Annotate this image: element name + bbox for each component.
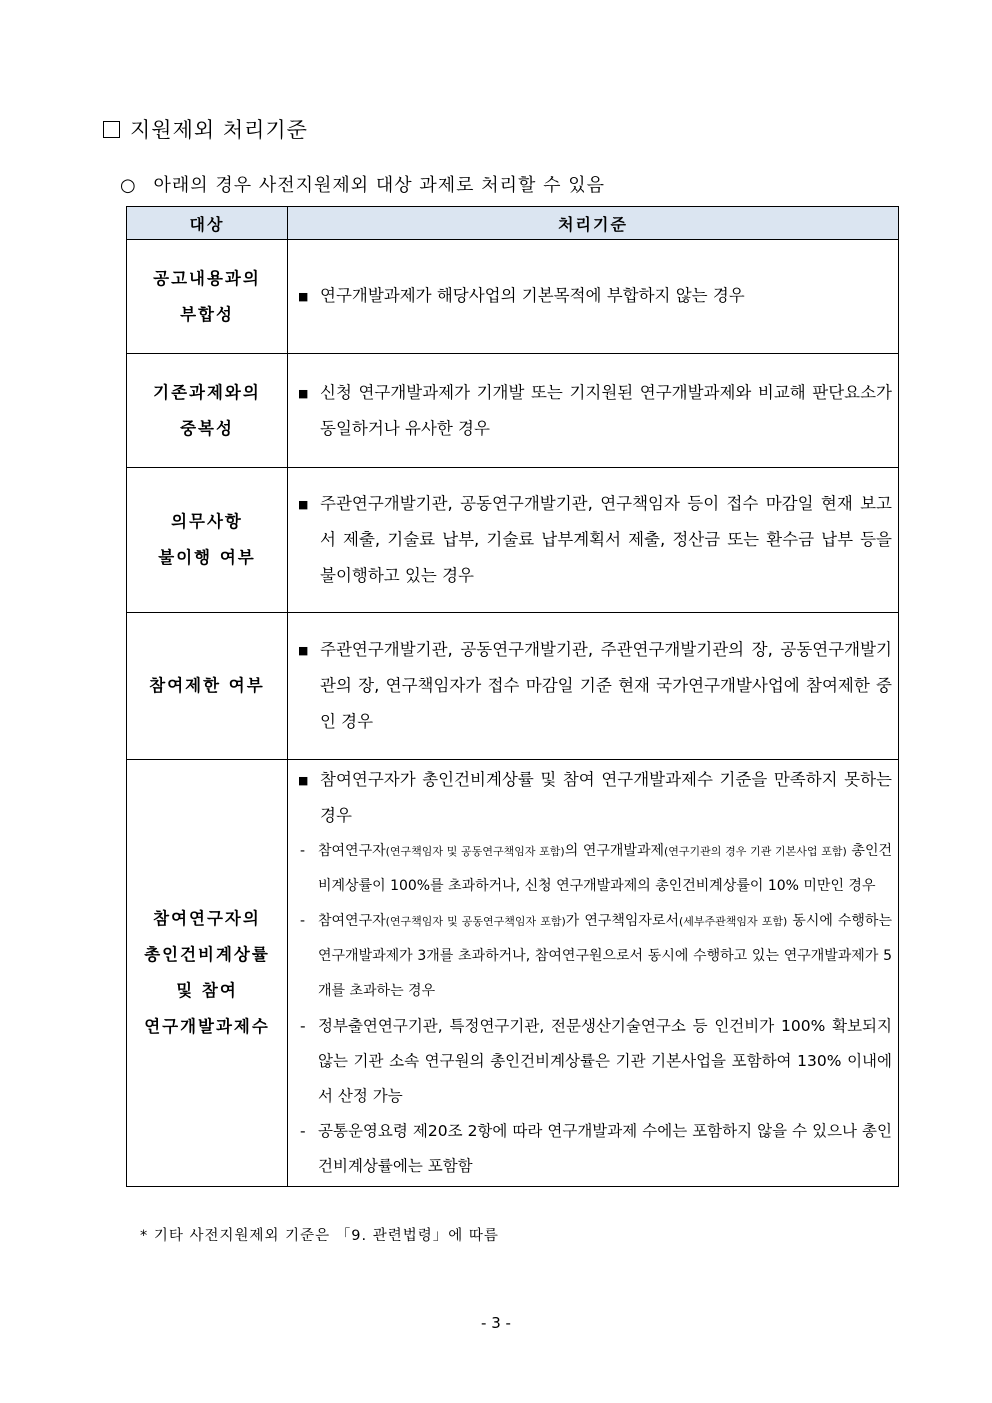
square-bullet-icon: ■: [298, 290, 309, 303]
dash-item: - 참여연구자(연구책임자 및 공동연구책임자 포함)가 연구책임자로서(세부주관책임자 포함) 동시에 수행하는 연구개발과제가 3개를 초과하거나, 참여연구원으로서 동시에 수행하고 있는 연구개발과제가 5개를 초과하는 경우: [298, 904, 892, 1009]
circle-bullet-icon: ○: [120, 175, 137, 196]
bullet-item: ■ 참여연구자가 총인건비계상률 및 참여 연구개발과제수 기준을 만족하지 못하는 경우: [298, 762, 892, 834]
footnote: * 기타 사전지원제외 기준은 「9. 관련법령」에 따름: [140, 1228, 499, 1244]
bullet-item: ■ 주관연구개발기관, 공동연구개발기관, 주관연구개발기관의 장, 공동연구개발기관의 장, 연구책임자가 접수 마감일 기준 현재 국가연구개발사업에 참여제한 중인 경우: [298, 632, 892, 740]
target-line: 연구개발과제수: [144, 1017, 270, 1036]
target-line: 참여제한 여부: [149, 676, 265, 695]
table-header-row: [127, 207, 899, 240]
target-line: 참여연구자의: [153, 909, 261, 928]
target-line: 공고내용과의: [153, 268, 261, 288]
target-line: 중복성: [180, 418, 234, 438]
checkbox-icon: [103, 121, 120, 138]
target-line: 기존과제와의: [153, 382, 261, 402]
table-row: [127, 240, 899, 354]
section-title-text: 지원제외 처리기준: [130, 118, 308, 142]
target-line: 부합성: [180, 304, 234, 324]
table-row: [127, 468, 899, 613]
row-criteria: [288, 613, 899, 760]
bullet-item: ■ 주관연구개발기관, 공동연구개발기관, 연구책임자 등이 접수 마감일 현재 보고서 제출, 기술료 납부, 기술료 납부계획서 제출, 정산금 또는 환수금 납부 등을 불이행하고 있는 경우: [298, 486, 892, 594]
bullet-item: ■ 연구개발과제가 해당사업의 기본목적에 부합하지 않는 경우: [298, 278, 892, 315]
dash-bullet-icon: -: [300, 843, 306, 859]
page-number: - 3 -: [481, 1314, 511, 1332]
row-criteria: [288, 760, 899, 1187]
square-bullet-icon: ■: [298, 644, 309, 657]
bullet-item: ■ 신청 연구개발과제가 기개발 또는 기지원된 연구개발과제와 비교해 판단요소가 동일하거나 유사한 경우: [298, 375, 892, 447]
square-bullet-icon: ■: [298, 386, 309, 400]
square-bullet-icon: ■: [298, 774, 309, 787]
dash-bullet-icon: -: [300, 1017, 306, 1035]
criteria-table: [126, 206, 899, 1187]
header-target: 대상: [127, 207, 288, 240]
subtitle: [120, 171, 605, 197]
section-title: [103, 114, 308, 144]
row-criteria: [288, 354, 899, 468]
target-line: 불이행 여부: [158, 548, 256, 567]
table-row: [127, 760, 899, 1187]
row-target: [127, 354, 288, 468]
table-row: [127, 613, 899, 760]
target-line: 및 참여: [176, 981, 238, 1000]
target-line: 의무사항: [171, 512, 243, 531]
row-target: [127, 613, 288, 760]
target-line: 총인건비계상률: [144, 945, 270, 964]
dash-item: - 공통운영요령 제20조 2항에 따라 연구개발과제 수에는 포함하지 않을 수 있으나 총인건비계상률에는 포함함: [298, 1114, 892, 1184]
subtitle-text: 아래의 경우 사전지원제외 대상 과제로 처리할 수 있음: [153, 175, 606, 196]
row-target: [127, 240, 288, 354]
row-target: [127, 468, 288, 613]
header-criteria: 처리기준: [288, 207, 899, 240]
dash-item: - 정부출연연구기관, 특정연구기관, 전문생산기술연구소 등 인건비가 100% 확보되지 않는 기관 소속 연구원의 총인건비계상률은 기관 기본사업을 포함하여 130% 이내에서 산정 가능: [298, 1009, 892, 1114]
square-bullet-icon: ■: [298, 498, 309, 511]
row-criteria: [288, 468, 899, 613]
dash-bullet-icon: -: [300, 1122, 306, 1140]
row-target: [127, 760, 288, 1187]
dash-bullet-icon: -: [300, 913, 306, 929]
table-row: [127, 354, 899, 468]
dash-item: - 참여연구자(연구책임자 및 공동연구책임자 포함)의 연구개발과제(연구기관의 경우 기관 기본사업 포함) 총인건비계상률이 100%를 초과하거나, 신청 연구개발과제의 총인건비계상률이 10% 미만인 경우: [298, 834, 892, 904]
row-criteria: [288, 240, 899, 354]
